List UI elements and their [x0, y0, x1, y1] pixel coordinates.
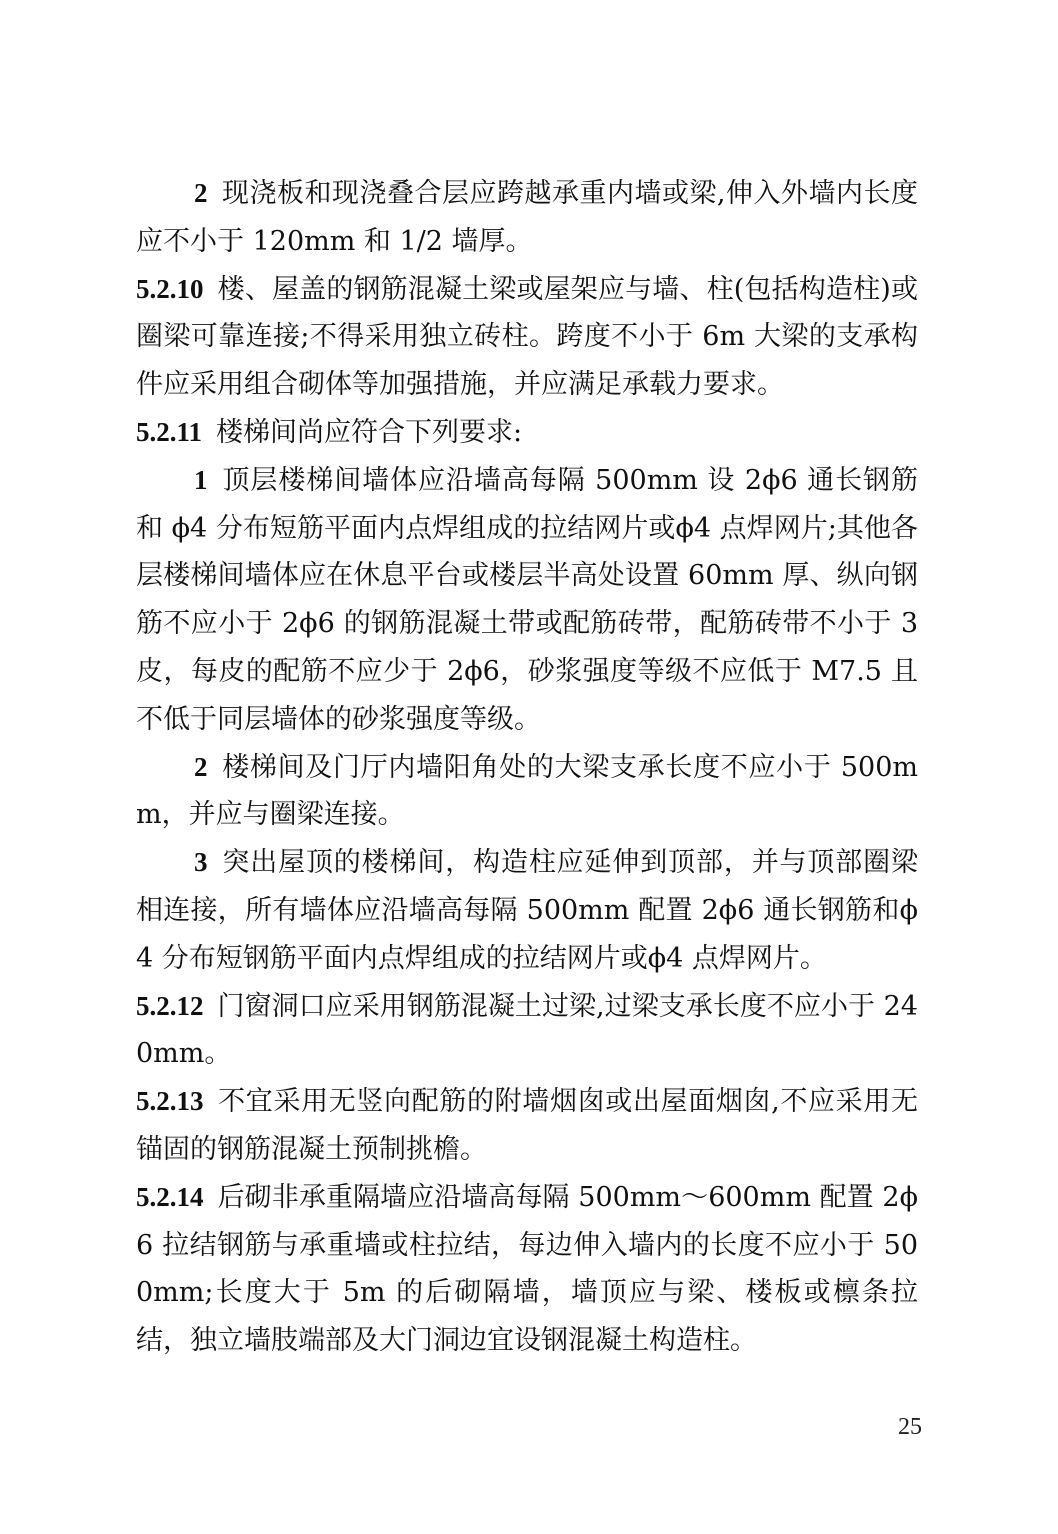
clause-text: 门窗洞口应采用钢筋混凝土过梁,过梁支承长度不应小于 240mm。 [136, 990, 918, 1070]
clause-number: 5.2.14 [136, 1181, 204, 1212]
item-number: 2 [194, 751, 208, 782]
clause-number: 5.2.13 [136, 1086, 204, 1117]
clause-5-2-13 [136, 1078, 918, 1174]
item-text: 顶层楼梯间墙体应沿墙高每隔 500mm 设 2ϕ6 通长钢筋和 ϕ4 分布短筋平面内点焊组成的拉结网片或ϕ4 点焊网片;其他各层楼梯间墙体应在休息平台或楼层半高处设置 60mm 厚、纵向钢筋不应小于 2ϕ6 的钢筋混凝土带或配筋砖带，配筋砖带不小于 3 皮，每皮的配筋不应少于 2ϕ6，砂浆强度等级不应低于 M7.5 且不低于同层墙体的砂浆强度等级。 [136, 464, 918, 735]
item-2-slab-span [136, 170, 918, 266]
clause-text: 楼梯间尚应符合下列要求: [216, 416, 523, 448]
item-1-top-stairwell [136, 457, 918, 744]
clause-text: 不宜采用无竖向配筋的附墙烟囱或出屋面烟囱,不应采用无锚固的钢筋混凝土预制挑檐。 [136, 1086, 918, 1165]
clause-text: 楼、屋盖的钢筋混凝土梁或屋架应与墙、柱(包括构造柱)或圈梁可靠连接;不得采用独立砖柱。跨度不小于 6m 大梁的支承构件应采用组合砌体等加强措施，并应满足承载力要求。 [136, 273, 918, 401]
clause-text: 后砌非承重隔墙应沿墙高每隔 500mm～600mm 配置 2ϕ6 拉结钢筋与承重墙或柱拉结，每边伸入墙内的长度不应小于 500mm;长度大于 5m 的后砌隔墙，墙顶应与梁、楼板或檩条拉结，独立墙肢端部及大门洞边宜设钢混凝土构造柱。 [136, 1181, 918, 1357]
item-3-roof-stairwell [136, 839, 918, 982]
clause-number: 5.2.10 [136, 273, 204, 304]
document-body [136, 170, 918, 1365]
clause-5-2-10 [136, 266, 918, 409]
item-text: 突出屋顶的楼梯间，构造柱应延伸到顶部，并与顶部圈梁相连接，所有墙体应沿墙高每隔 500mm 配置 2ϕ6 通长钢筋和ϕ4 分布短钢筋平面内点焊组成的拉结网片或ϕ4 点焊网片。 [136, 847, 918, 974]
clause-number: 5.2.12 [136, 990, 204, 1021]
item-text: 现浇板和现浇叠合层应跨越承重内墙或梁,伸入外墙内长度应不小于 120mm 和 1/2 墙厚。 [136, 178, 918, 257]
clause-5-2-12 [136, 983, 918, 1079]
item-number: 3 [194, 847, 208, 878]
item-number: 1 [194, 464, 208, 495]
clause-5-2-11 [136, 409, 918, 457]
item-number: 2 [194, 178, 208, 208]
page-number: 25 [898, 1414, 922, 1440]
item-text: 楼梯间及门厅内墙阳角处的大梁支承长度不应小于 500mm，并应与圈梁连接。 [136, 751, 918, 831]
clause-5-2-14 [136, 1174, 918, 1365]
clause-number: 5.2.11 [136, 416, 203, 447]
item-2-beam-support [136, 744, 918, 840]
